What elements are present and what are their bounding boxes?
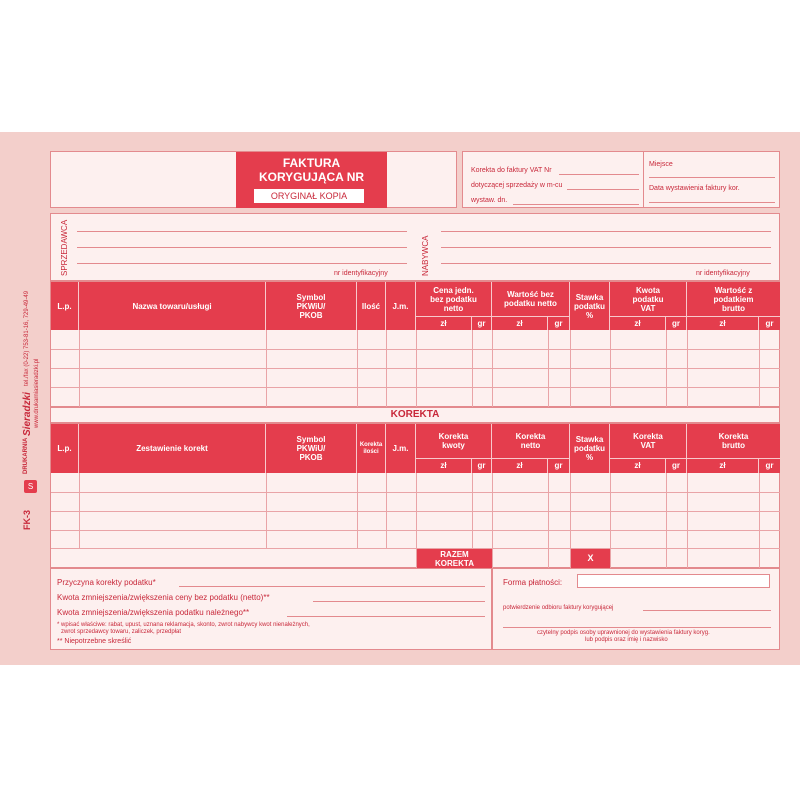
t2-gross-gr: gr — [759, 458, 780, 473]
amount-net-label: Kwota zmniejszenia/zwiększenia ceny bez podatku (netto)** — [57, 593, 270, 602]
grid-col — [492, 330, 493, 407]
payment-form-input[interactable] — [577, 574, 770, 588]
grid-col — [759, 473, 760, 568]
amount-tax-field[interactable] — [287, 616, 485, 617]
t2-col-gross-correction: Korekta brutto — [687, 424, 780, 458]
t2-col-unit: J.m. — [386, 424, 416, 473]
copy-label: ORYGINAŁ KOPIA — [254, 189, 364, 203]
note-line3: ** Niepotrzebne skreślić — [57, 638, 132, 645]
reason-field[interactable] — [179, 586, 485, 587]
signature-line1: czytelny podpis osoby uprawnionej do wystawienia faktury koryg. — [537, 630, 710, 636]
t1-col-gross-value: Wartość z podatkiem brutto — [687, 282, 780, 316]
t1-col-tax-rate: Stawka podatku % — [570, 282, 610, 330]
form-code: FK-3 — [22, 510, 32, 530]
signature-line2: lub podpis oraz imię i nazwisko — [585, 637, 668, 643]
grid-col — [79, 330, 80, 407]
t2-col-vat-correction: Korekta VAT — [610, 424, 687, 458]
buyer-line-3[interactable] — [441, 263, 771, 264]
note-line1: * wpisać właściwe: rabat, upust, uznana reklamacja, skonto, zwrot nabywcy kwot nienależnych, — [57, 622, 310, 628]
t2-gross-zl: zł — [687, 458, 759, 473]
amount-net-field[interactable] — [313, 601, 485, 602]
t1-net-value-gr: gr — [548, 316, 570, 330]
t1-unit-price-gr: gr — [472, 316, 492, 330]
payment-form-label: Forma płatności: — [503, 578, 563, 587]
grid-col — [386, 473, 387, 548]
t2-col-net-correction: Korekta netto — [492, 424, 570, 458]
t2-vat-gr: gr — [666, 458, 687, 473]
seller-line-2[interactable] — [77, 247, 407, 248]
buyer-line-1[interactable] — [441, 231, 771, 232]
ref-sale-month-label: dotyczącej sprzedaży w m-cu — [471, 182, 563, 189]
ref-issued-on-label: wystaw. dn. — [471, 197, 508, 204]
t1-col-name: Nazwa towaru/usługi — [79, 282, 266, 330]
brand-company: Sieradzki — [22, 392, 33, 436]
korekta-banner: KOREKTA — [50, 407, 780, 423]
grid-col — [548, 330, 549, 407]
receipt-confirm-label: potwierdzenie odbioru faktury korygującej — [503, 605, 614, 611]
grid-col — [266, 330, 267, 407]
brand-prefix: DRUKARNIA — [23, 437, 29, 474]
footer-right — [492, 568, 780, 650]
amount-tax-label: Kwota zmniejszenia/zwiększenia podatku należnego** — [57, 608, 250, 617]
t2-amount-zl: zł — [416, 458, 472, 473]
grid-col — [610, 473, 611, 568]
t1-col-unit-price: Cena jedn. bez podatku netto — [416, 282, 492, 316]
grid-col — [357, 473, 358, 548]
grid-col — [666, 330, 667, 407]
grid-col — [386, 330, 387, 407]
reference-box — [462, 151, 780, 208]
note-line2: zwrot sprzedawcy towaru, zaliczek, przedpłat — [61, 629, 182, 635]
t2-col-symbol: Symbol PKWiU/ PKOB — [266, 424, 357, 473]
t1-vat-amount-gr: gr — [666, 316, 687, 330]
t1-col-unit: J.m. — [386, 282, 416, 330]
t2-col-lp: L.p. — [51, 424, 79, 473]
t2-col-summary: Zestawienie korekt — [79, 424, 266, 473]
parties-box — [50, 213, 780, 281]
grid-col — [570, 330, 571, 407]
t1-gross-value-gr: gr — [759, 316, 780, 330]
t1-col-symbol: Symbol PKWiU/ PKOB — [266, 282, 357, 330]
ref-place-label: Miejsce — [649, 161, 673, 168]
t2-vat-zl: zł — [610, 458, 666, 473]
seller-label: SPRZEDAWCA — [60, 219, 69, 276]
grid-col — [79, 473, 80, 548]
ref-sale-month-field[interactable] — [567, 189, 639, 190]
title-line1: FAKTURA — [282, 156, 341, 170]
t2-net-gr: gr — [548, 458, 570, 473]
grid-col — [357, 330, 358, 407]
grid-col — [266, 473, 267, 548]
t1-col-vat-amount: Kwota podatku VAT — [610, 282, 687, 316]
t2-col-amount-correction: Korekta kwoty — [416, 424, 492, 458]
grid-col — [416, 330, 417, 407]
brand-logo-icon: S — [24, 480, 37, 493]
buyer-line-2[interactable] — [441, 247, 771, 248]
grid-col — [610, 330, 611, 407]
t1-col-qty: Ilość — [357, 282, 386, 330]
total-correction-label: RAZEM KOREKTA — [417, 549, 492, 568]
grid-col — [492, 473, 493, 568]
tax-rate-x-mark: X — [571, 549, 610, 568]
t1-unit-price-zl: zł — [416, 316, 472, 330]
signature-field[interactable] — [503, 627, 771, 628]
buyer-id-label: nr identyfikacyjny — [696, 270, 750, 277]
grid-col — [687, 330, 688, 407]
t1-vat-amount-zl: zł — [610, 316, 666, 330]
receipt-confirm-field[interactable] — [643, 610, 771, 611]
title-box — [50, 151, 457, 208]
seller-id-label: nr identyfikacyjny — [334, 270, 388, 277]
grid-col — [472, 473, 473, 548]
grid-col — [687, 473, 688, 568]
grid-col — [759, 330, 760, 407]
t1-gross-value-zl: zł — [687, 316, 759, 330]
t2-col-qty-correction: Korekta ilości — [357, 424, 386, 473]
grid-col — [666, 473, 667, 568]
brand-contact: tel./fax (0-22) 753-81-16, 729-49-49 — [24, 290, 30, 386]
footer-left — [50, 568, 492, 650]
t1-col-lp: L.p. — [51, 282, 79, 330]
seller-line-3[interactable] — [77, 263, 407, 264]
t1-col-net-value: Wartość bez podatku netto — [492, 282, 570, 316]
ref-issued-on-field[interactable] — [513, 204, 639, 205]
ref-divider — [643, 152, 644, 208]
t2-amount-gr: gr — [472, 458, 492, 473]
brand-strip — [22, 268, 46, 538]
reason-label: Przyczyna korekty podatku* — [57, 578, 156, 587]
ref-issue-date-label: Data wystawienia faktury kor. — [649, 185, 740, 192]
ref-vat-invoice-field[interactable] — [559, 174, 639, 175]
title-line2: KORYGUJĄCA NR — [258, 170, 365, 184]
title-banner — [236, 152, 387, 208]
t2-col-tax-rate: Stawka podatku % — [570, 424, 610, 473]
ref-place-field[interactable] — [649, 177, 775, 178]
ref-issue-date-field[interactable] — [649, 202, 775, 203]
grid-col — [472, 330, 473, 407]
t2-net-zl: zł — [492, 458, 548, 473]
seller-line-1[interactable] — [77, 231, 407, 232]
grid-col — [548, 473, 549, 568]
brand-website: www.drukarniasieradzki.pl — [34, 358, 40, 428]
ref-vat-invoice-label: Korekta do faktury VAT Nr — [471, 167, 552, 174]
buyer-label: NABYWCA — [421, 235, 430, 276]
t1-net-value-zl: zł — [492, 316, 548, 330]
